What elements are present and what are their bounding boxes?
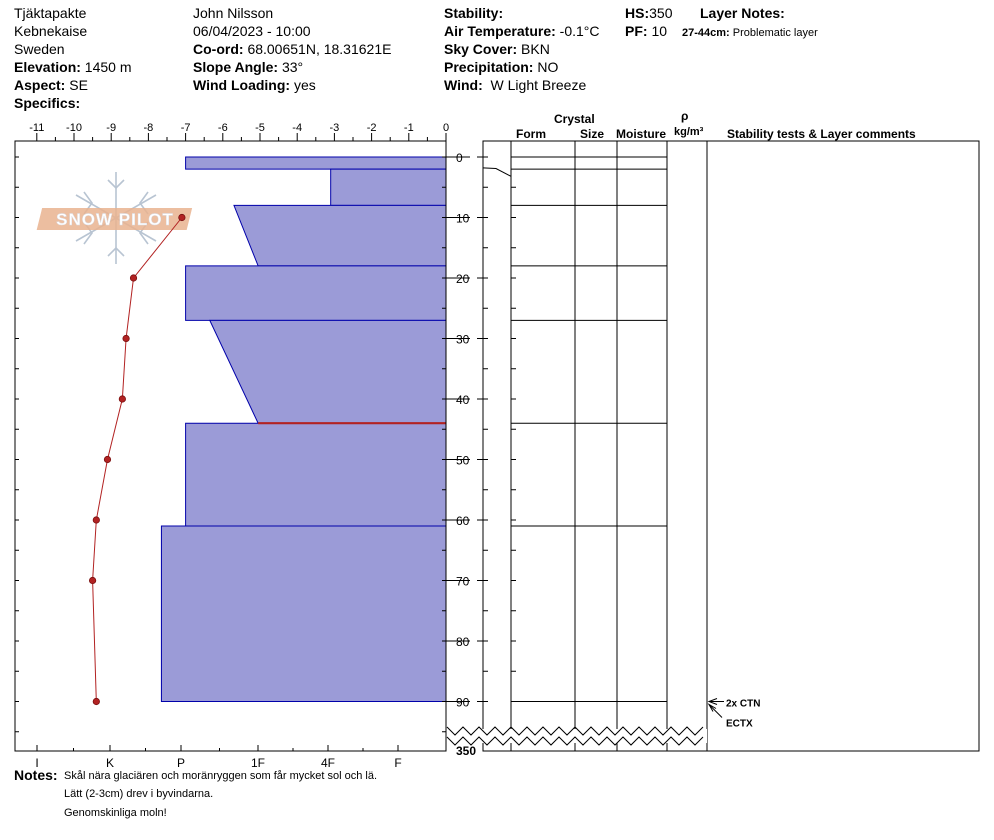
sky-label: Sky Cover:: [444, 41, 518, 57]
aspect-value: SE: [69, 77, 88, 93]
temp-tick-label: -1: [403, 122, 414, 134]
hardness-layer-0: [186, 157, 446, 169]
temp-tick-label: -7: [180, 122, 191, 134]
temp-point: [123, 335, 129, 341]
temp-tick-label: -2: [366, 122, 377, 134]
layer-notes-label: Layer Notes:: [700, 5, 785, 21]
temp-point: [93, 517, 99, 523]
slope-value: 33°: [281, 59, 304, 75]
stability-arrow2-shaft: [709, 705, 722, 718]
wind-value: W Light Breeze: [490, 77, 587, 93]
hardness-label: P: [176, 756, 186, 770]
stability-test-1: 2x CTN: [726, 698, 761, 710]
elevation-label: Elevation:: [14, 59, 81, 75]
sky-value: BKN: [521, 41, 550, 57]
temp-tick-label: 0: [442, 122, 450, 134]
stability-comments-header: Stability tests & Layer comments: [727, 127, 916, 141]
temp-tick-label: -3: [329, 122, 340, 134]
hardness-label: 1F: [250, 756, 266, 770]
hardness-layer-1: [331, 169, 446, 205]
specifics-label: Specifics:: [14, 95, 81, 111]
note-line-2: Lätt (2-3cm) drev i byvindarna.: [64, 788, 214, 800]
hs-value: 350: [649, 5, 673, 21]
wind-label: Wind:: [444, 77, 483, 93]
temp-tick-label: -5: [255, 122, 265, 134]
temp-point: [179, 214, 185, 220]
depth-label: 0: [456, 151, 463, 165]
temp-point: [104, 456, 110, 462]
hardness-layer-2: [234, 205, 446, 266]
temp-tick-label: -10: [66, 122, 82, 134]
depth-label: 60: [456, 514, 470, 528]
aspect-label: Aspect:: [14, 77, 66, 93]
depth-bottom-label: 350: [456, 744, 477, 758]
form-header: Form: [516, 127, 546, 141]
density-unit: kg/m³: [674, 126, 704, 138]
temp-tick-label: -6: [217, 122, 228, 134]
hardness-layer-4: [210, 320, 446, 423]
temp-tick-label: -11: [29, 122, 45, 134]
stability-test-2: ECTX: [726, 718, 753, 730]
air-temp-label: Air Temperature:: [444, 23, 556, 39]
observer-name: John Nilsson: [193, 5, 274, 21]
country-name: Sweden: [14, 41, 65, 57]
depth-label: 30: [456, 332, 470, 347]
depth-label: 50: [456, 453, 470, 468]
precip-value: NO: [537, 59, 559, 75]
coord-value: 68.00651N, 18.31621E: [247, 41, 392, 57]
break-mask: [447, 729, 707, 743]
temp-tick-label: -9: [106, 122, 117, 134]
air-temp-value: -0.1°C: [559, 23, 600, 39]
temp-point: [130, 275, 136, 281]
moisture-header: Moisture: [616, 127, 667, 141]
logo-text: SNOW PILOT: [56, 210, 174, 229]
stability-label: Stability:: [444, 5, 504, 21]
crystal-header: Crystal: [554, 112, 595, 126]
pf-label: PF:: [625, 23, 648, 39]
depth-label: 70: [456, 574, 470, 589]
slope-label: Slope Angle:: [193, 59, 279, 75]
depth-label: 10: [456, 211, 470, 226]
hardness-label: I: [35, 756, 39, 770]
layer-connector: [483, 168, 511, 176]
snow-pilot-logo: [37, 172, 192, 264]
hs-label: HS:: [625, 5, 650, 21]
temp-tick-label: -4: [292, 122, 303, 134]
temp-tick-label: -8: [143, 122, 154, 134]
note-line-1: Skål nära glaciären och moränryggen som får mycket sol och lä.: [64, 770, 378, 782]
temp-point: [93, 698, 99, 704]
temp-point: [89, 577, 95, 583]
depth-label: 20: [456, 272, 470, 286]
date-time: 06/04/2023 - 10:00: [193, 23, 311, 39]
notes-label: Notes:: [14, 767, 58, 783]
elevation-value: 1450 m: [84, 59, 132, 75]
density-symbol: ρ: [681, 109, 689, 123]
hardness-layer-5: [186, 423, 446, 526]
hardness-layers: [161, 157, 446, 702]
wind-loading-label: Wind Loading:: [193, 77, 291, 93]
table-border: [483, 141, 979, 751]
depth-label: 40: [456, 393, 470, 407]
depth-label: 90: [456, 695, 470, 710]
hardness-label: 4F: [320, 756, 336, 770]
wind-loading-value: yes: [293, 77, 316, 93]
temp-point: [119, 396, 125, 402]
coord-label: Co-ord:: [193, 41, 244, 57]
area-name: Kebnekaise: [14, 23, 88, 39]
note-line-3: Genomskinliga moln!: [64, 807, 167, 819]
size-header: Size: [580, 127, 605, 141]
hardness-label: K: [105, 756, 115, 770]
pf-value: 10: [651, 23, 668, 39]
layer-note-range: 27-44cm:: [682, 27, 730, 39]
precip-label: Precipitation:: [444, 59, 534, 75]
location-name: Tjäktapakte: [14, 5, 87, 21]
layer-note-text: Problematic layer: [732, 27, 818, 39]
hardness-layer-3: [186, 266, 446, 320]
hardness-label: F: [394, 756, 402, 770]
stratigraphy-table: [447, 141, 979, 751]
hardness-layer-6: [161, 526, 446, 701]
depth-label: 80: [456, 635, 470, 649]
